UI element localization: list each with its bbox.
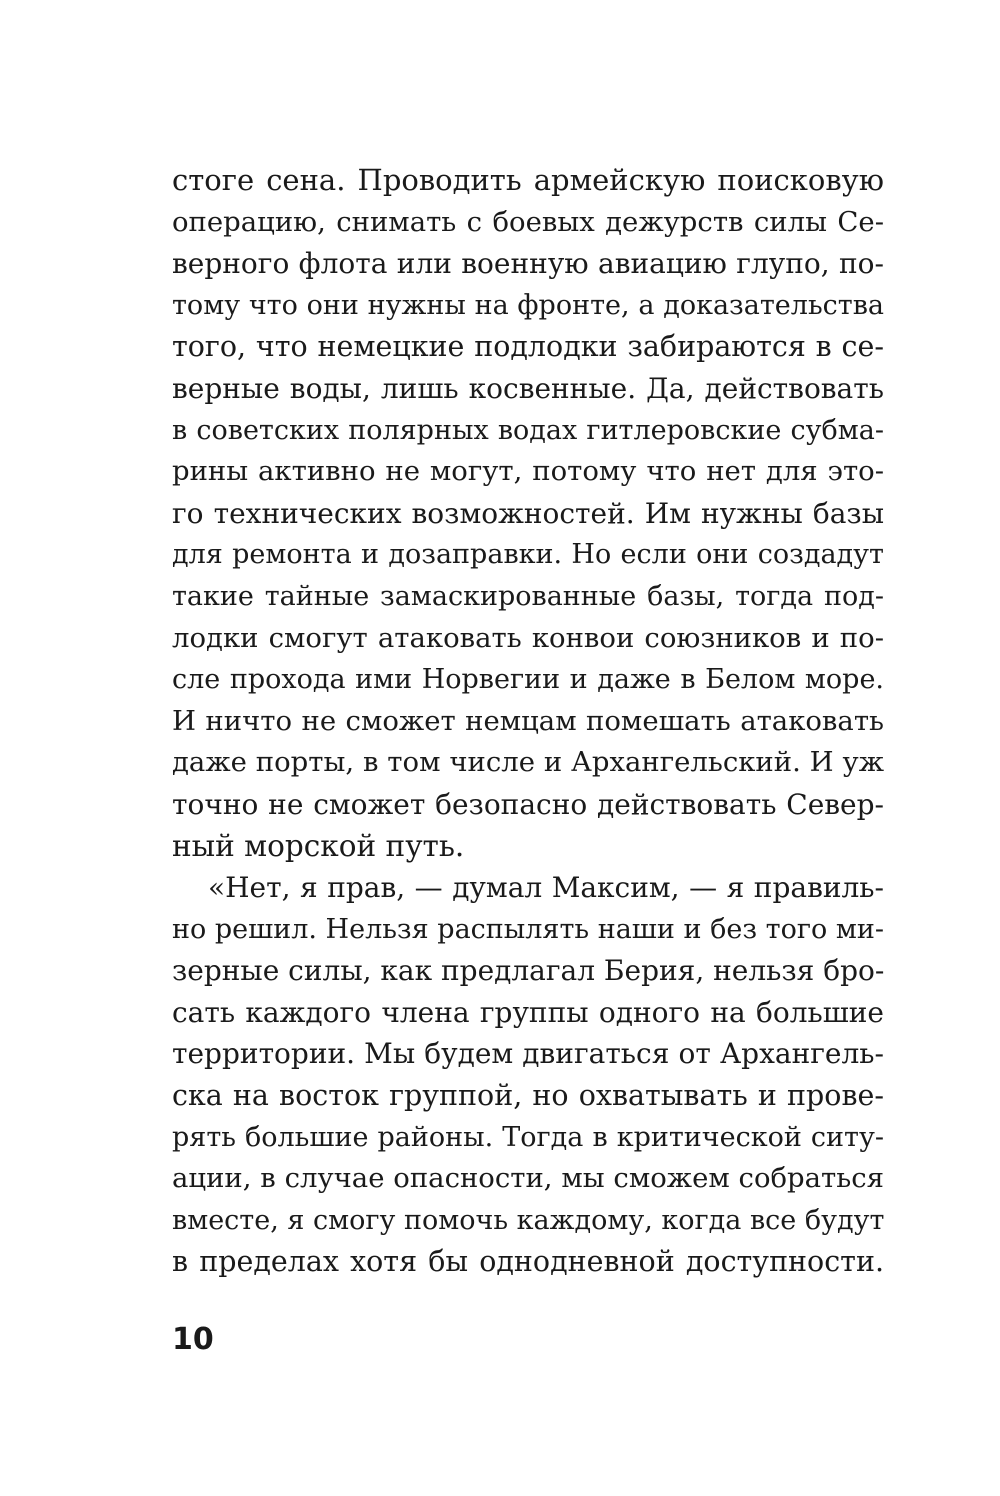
text-line: лодки смогут атаковать конвои союзников и по- [172,621,884,654]
text-line: верного флота или военную авиацию глупо, по- [172,247,884,281]
text-line: такие тайные замаскированные базы, тогда под- [172,580,884,612]
text-line: но решил. Нельзя распылять наши и без того ми- [172,913,884,945]
text-line: рины активно не могут, потому что нет для это- [172,455,884,488]
text-line: того, что немецкие подлодки забираются в се- [172,330,884,364]
text-line: рять большие районы. Тогда в критической ситу- [172,1121,884,1153]
text-line: верные воды, лишь косвенные. Да, действовать [172,371,884,405]
page-number: 10 [172,1322,214,1357]
text-line: даже порты, в том числе и Архангельский. И уж [172,746,884,779]
text-line: сать каждого члена группы одного на большие [172,995,884,1029]
text-line: точно не сможет безопасно действовать Север- [172,787,884,821]
text-line: для ремонта и дозаправки. Но если они создадут [172,539,884,571]
text-line: го технических возможностей. Им нужны базы [172,496,884,530]
paragraph-end-line: ный морской путь. [172,828,465,863]
text-line: операцию, снимать с боевых дежурств силы Се- [172,205,884,238]
text-line: вместе, я смогу помочь каждому, когда все будут [172,1204,884,1236]
text-line: в советских полярных водах гитлеровские субма- [172,414,884,446]
text-line: зерные силы, как предлагал Берия, нельзя бро- [172,954,884,988]
text-line: ска на восток группой, но охватывать и прове- [172,1079,884,1113]
text-line: И ничто не сможет немцам помешать атаковать [172,704,884,737]
text-line: в пределах хотя бы однодневной доступности. [172,1245,884,1279]
body-text [172,160,884,1283]
text-line: территории. Мы будем двигаться от Архангель- [172,1037,884,1071]
text-line: сле прохода ими Норвегии и даже в Белом море. [172,664,884,696]
paragraph-start-line: «Нет, я прав, — думал Максим, — я правиль- [208,871,884,905]
text-line: стоге сена. Проводить армейскую поисковую [172,163,884,197]
text-line: ации, в случае опасности, мы сможем собраться [172,1162,884,1195]
text-line: тому что они нужны на фронте, а доказательства [172,289,884,321]
